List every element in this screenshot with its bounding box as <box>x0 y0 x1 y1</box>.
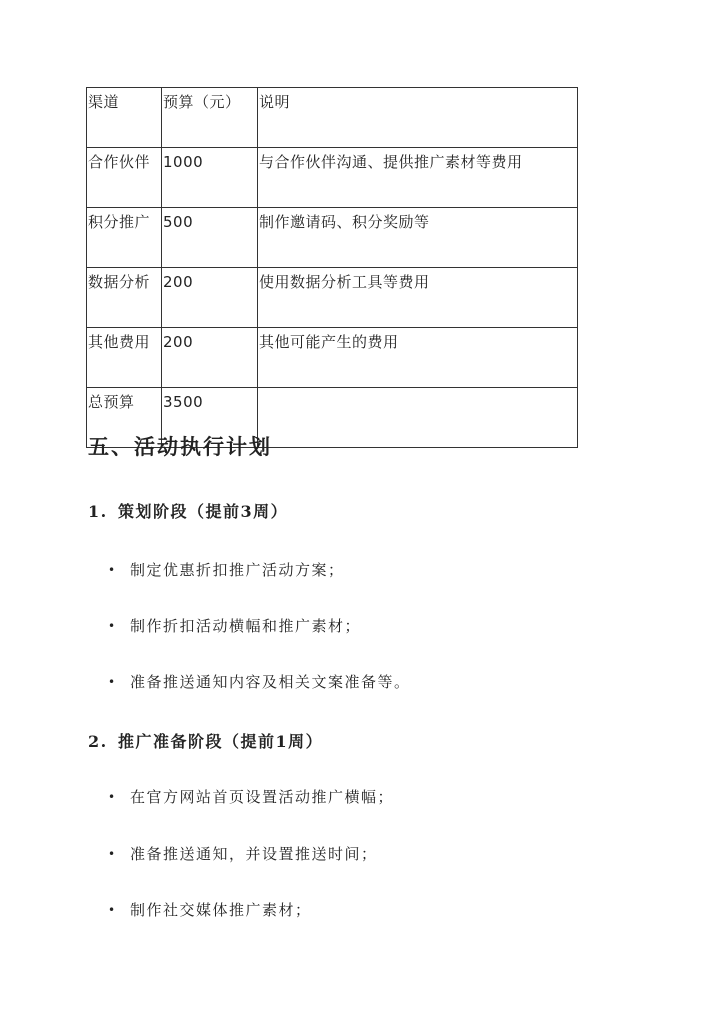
table-cell-description: 其他可能产生的费用 <box>258 328 578 388</box>
table-cell-description: 使用数据分析工具等费用 <box>258 268 578 328</box>
list-item-text: 制定优惠折扣推广活动方案； <box>130 561 345 579</box>
phase-title: 策划阶段（提前3周） <box>118 502 289 521</box>
section-title: 五、活动执行计划 <box>88 434 272 459</box>
bullet-icon: • <box>108 790 117 804</box>
list-item-text: 准备推送通知内容及相关文案准备等。 <box>130 673 411 691</box>
table-cell-description: 制作邀请码、积分奖励等 <box>258 208 578 268</box>
phase-heading <box>88 729 323 752</box>
list-item <box>108 844 378 864</box>
table-cell-channel: 其他费用 <box>87 328 162 388</box>
table-cell-channel: 数据分析 <box>87 268 162 328</box>
bullet-icon: • <box>108 563 117 577</box>
phase-title: 推广准备阶段（提前1周） <box>118 732 324 751</box>
bullet-icon: • <box>108 903 117 917</box>
table-cell-channel: 积分推广 <box>87 208 162 268</box>
table-cell-budget: 200 <box>162 328 258 388</box>
table-cell-channel: 合作伙伴 <box>87 148 162 208</box>
budget-table <box>86 87 578 448</box>
phase-number: 2. <box>88 732 108 751</box>
table-cell-budget: 1000 <box>162 148 258 208</box>
list-item-text: 制作折扣活动横幅和推广素材； <box>130 617 362 635</box>
table-row <box>87 148 578 208</box>
table-cell-budget: 200 <box>162 268 258 328</box>
list-item-text: 制作社交媒体推广素材； <box>130 901 312 919</box>
list-item-text: 在官方网站首页设置活动推广横幅； <box>130 788 395 806</box>
list-item <box>108 616 361 636</box>
phase-number: 1. <box>88 502 108 521</box>
bullet-icon: • <box>108 675 117 689</box>
phase-heading <box>88 499 288 522</box>
list-item <box>108 787 394 807</box>
table-cell-description <box>258 388 578 448</box>
table-header-row <box>87 88 578 148</box>
list-item <box>108 560 345 580</box>
table-row <box>87 328 578 388</box>
list-item-text: 准备推送通知，并设置推送时间； <box>130 845 378 863</box>
header-cell-budget: 预算（元） <box>162 88 258 148</box>
table-cell-channel: 总预算 <box>87 388 162 448</box>
table-cell-budget: 3500 <box>162 388 258 448</box>
table-cell-description: 与合作伙伴沟通、提供推广素材等费用 <box>258 148 578 208</box>
header-cell-description: 说明 <box>258 88 578 148</box>
table-row <box>87 208 578 268</box>
list-item <box>108 900 312 920</box>
header-cell-channel: 渠道 <box>87 88 162 148</box>
table-cell-budget: 500 <box>162 208 258 268</box>
bullet-icon: • <box>108 619 117 633</box>
table-row <box>87 268 578 328</box>
list-item <box>108 672 411 692</box>
bullet-icon: • <box>108 847 117 861</box>
